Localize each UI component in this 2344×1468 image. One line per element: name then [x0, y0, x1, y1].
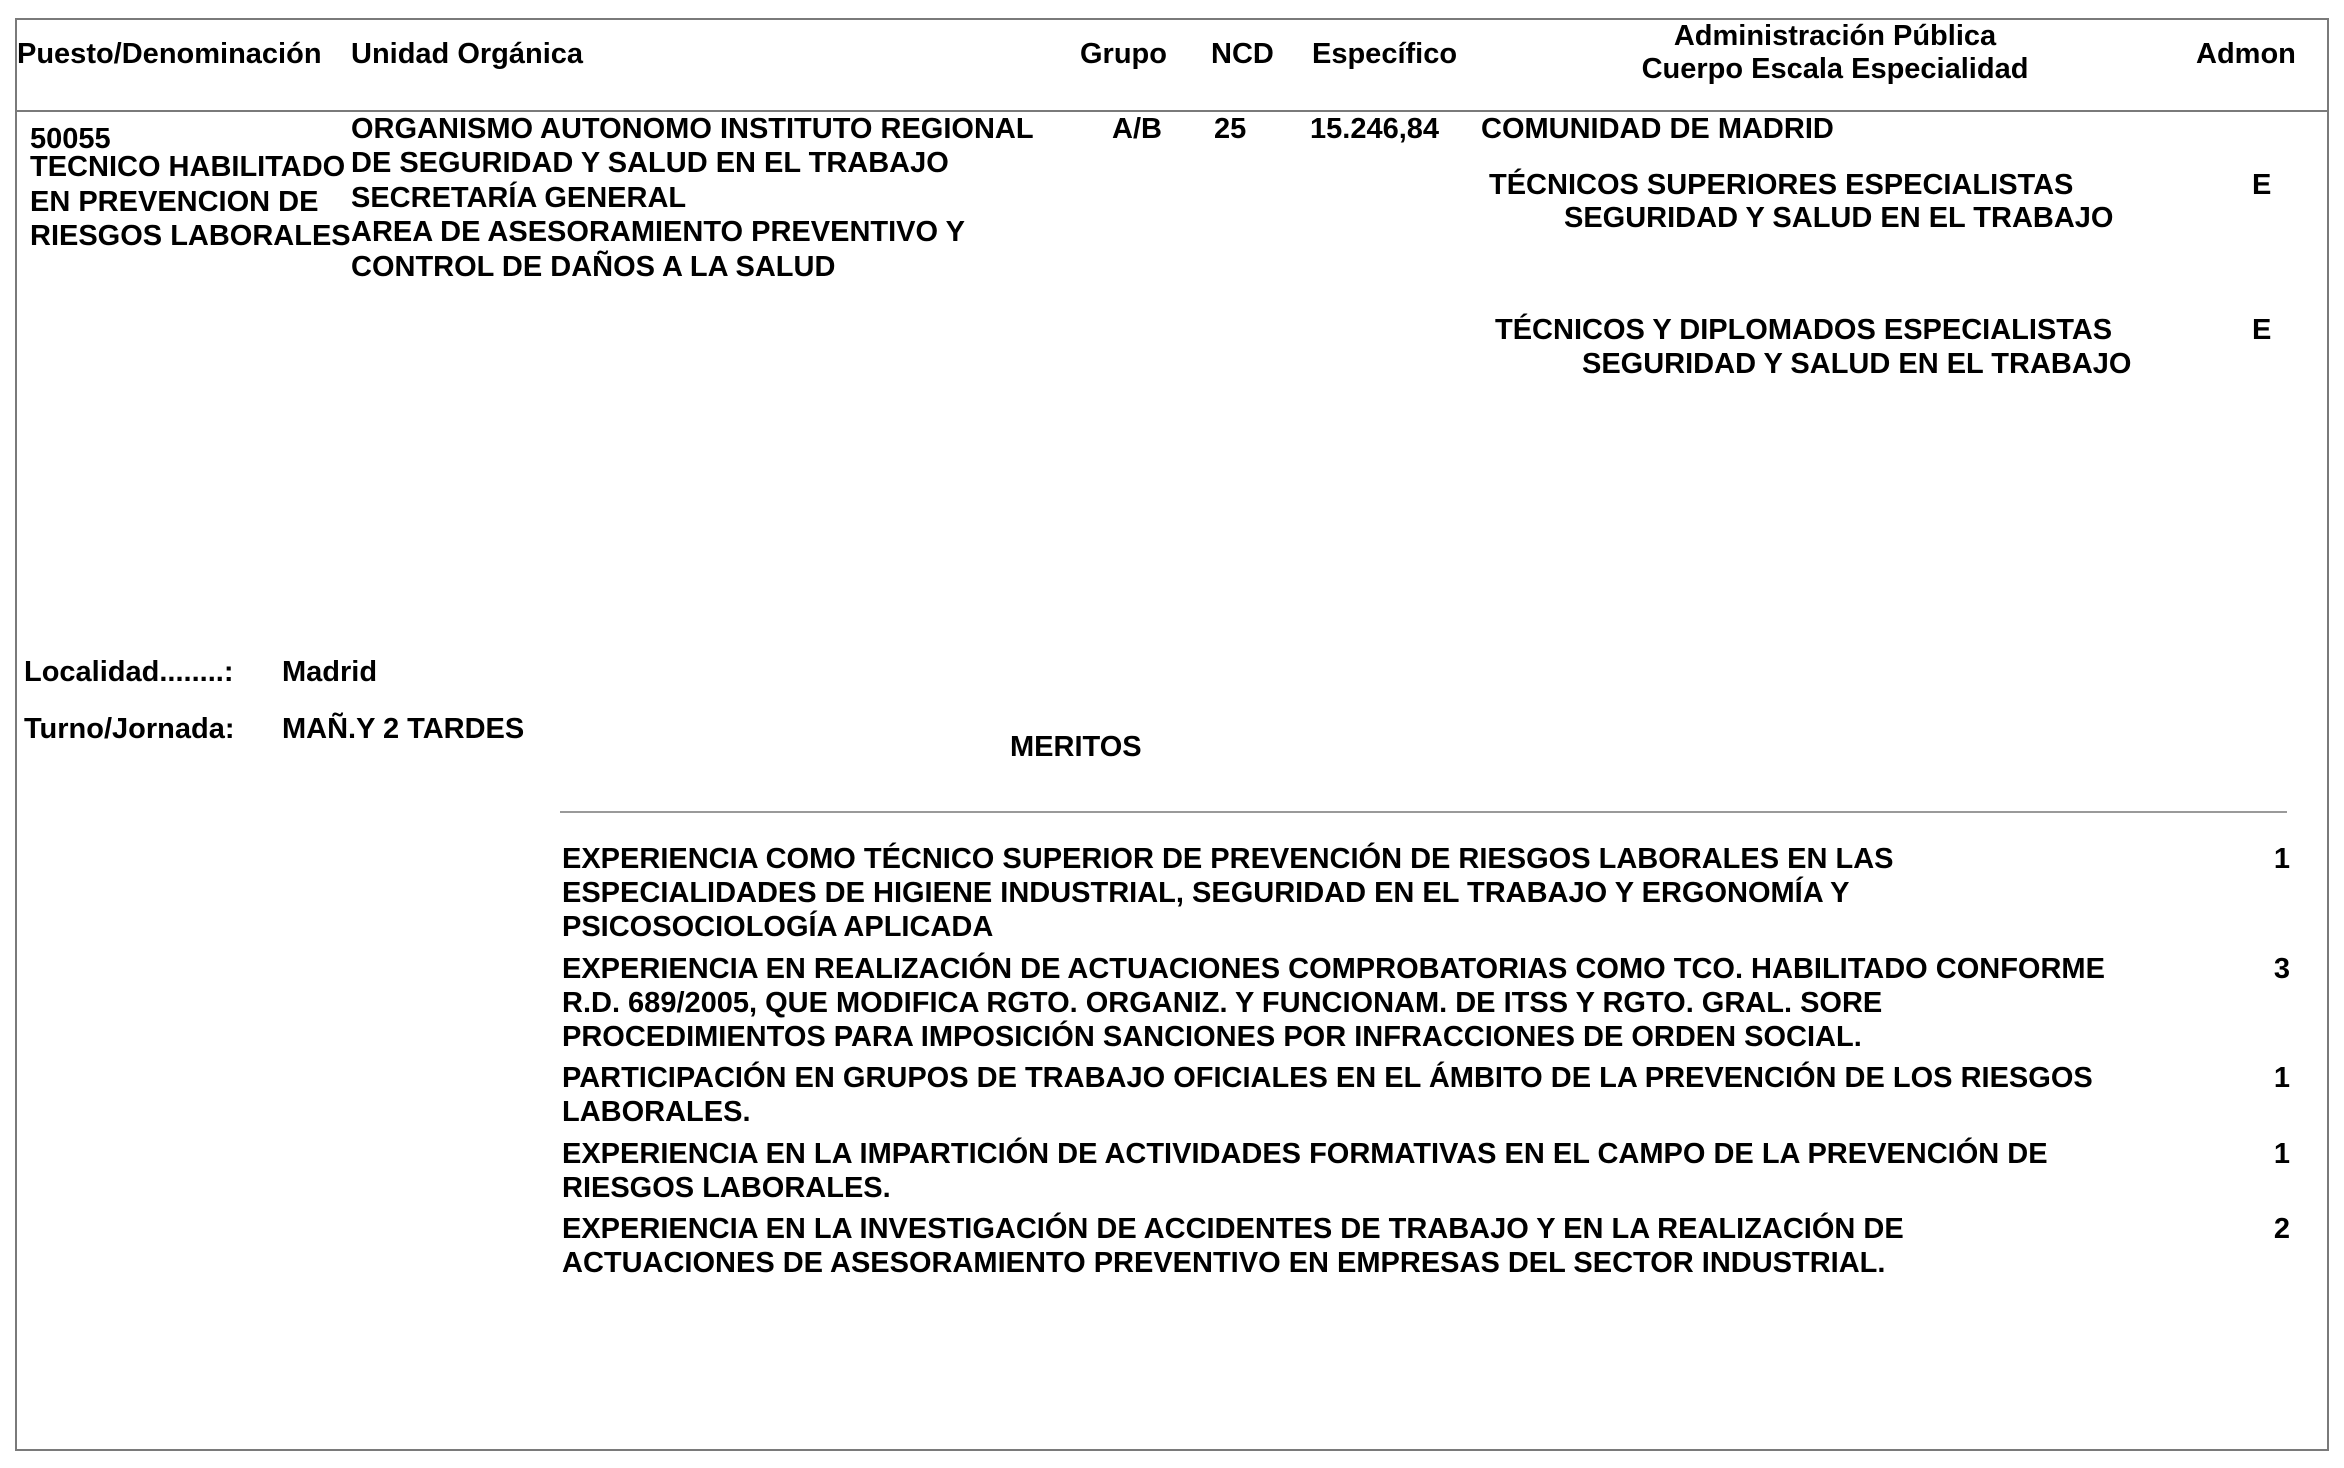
header-admon: Admon — [2196, 38, 2296, 70]
unidad-line: AREA DE ASESORAMIENTO PREVENTIVO Y — [351, 216, 965, 248]
header-cuerpo-escala: Cuerpo Escala Especialidad — [1641, 53, 2029, 85]
puesto-name-line: EN PREVENCION DE — [30, 186, 319, 218]
merito-text: EXPERIENCIA COMO TÉCNICO SUPERIOR DE PREVENCIÓN DE RIESGOS LABORALES EN LAS ESPECIALIDADES DE HIGIENE INDUSTRIAL, SEGURIDAD EN EL TRABAJO Y ERGONOMÍA Y PSICOSOCIOLOGÍA APLICADA — [562, 843, 1894, 943]
header-unidad: Unidad Orgánica — [351, 38, 584, 70]
merito-row — [562, 952, 2302, 1054]
ncd-value: 25 — [1214, 113, 1247, 145]
localidad-value: Madrid — [282, 656, 378, 688]
unidad-line: SECRETARÍA GENERAL — [351, 182, 687, 214]
meritos-title: MERITOS — [1010, 731, 1142, 763]
administracion-value: COMUNIDAD DE MADRID — [1481, 113, 1834, 145]
header-grupo: Grupo — [1080, 38, 1167, 70]
merito-text: EXPERIENCIA EN REALIZACIÓN DE ACTUACIONES COMPROBATORIAS COMO TCO. HABILITADO CONFORME R.D. 689/2005, QUE MODIFICA RGTO. ORGANIZ. Y FUNCIONAM. DE ITSS Y RGTO. GRAL. SORE PROCEDIMIENTOS PARA IMPOSICIÓN SANCIONES POR INFRACCIONES DE ORDEN SOCIAL. — [562, 953, 2105, 1053]
merito-score: 1 — [2273, 1138, 2291, 1170]
unidad-line: DE SEGURIDAD Y SALUD EN EL TRABAJO — [351, 147, 949, 179]
turno-label: Turno/Jornada: — [24, 713, 235, 745]
cuerpo-especialidad: SEGURIDAD Y SALUD EN EL TRABAJO — [1582, 348, 2132, 380]
unidad-line: CONTROL DE DAÑOS A LA SALUD — [351, 251, 836, 283]
cuerpo-especialidad: SEGURIDAD Y SALUD EN EL TRABAJO — [1564, 202, 2114, 234]
cuerpo-admon: E — [2252, 314, 2272, 346]
puesto-code: 50055 — [30, 123, 111, 155]
header-especifico: Específico — [1312, 38, 1458, 70]
merito-text: EXPERIENCIA EN LA IMPARTICIÓN DE ACTIVIDADES FORMATIVAS EN EL CAMPO DE LA PREVENCIÓN DE RIESGOS LABORALES. — [562, 1138, 2048, 1204]
merito-text: PARTICIPACIÓN EN GRUPOS DE TRABAJO OFICIALES EN EL ÁMBITO DE LA PREVENCIÓN DE LOS RIESGOS LABORALES. — [562, 1062, 2093, 1128]
grupo-value: A/B — [1112, 113, 1162, 145]
localidad-label: Localidad........: — [24, 656, 234, 688]
cuerpo-name: TÉCNICOS SUPERIORES ESPECIALISTAS — [1489, 169, 2074, 201]
merito-text: EXPERIENCIA EN LA INVESTIGACIÓN DE ACCIDENTES DE TRABAJO Y EN LA REALIZACIÓN DE ACTUACIONES DE ASESORAMIENTO PREVENTIVO EN EMPRESAS DEL SECTOR INDUSTRIAL. — [562, 1213, 1904, 1279]
cuerpo-admon: E — [2252, 169, 2272, 201]
merito-score: 3 — [2273, 953, 2291, 985]
merito-row — [562, 1061, 2302, 1129]
header-puesto: Puesto/Denominación — [17, 38, 322, 70]
merito-score: 1 — [2273, 1062, 2291, 1094]
cuerpo-name: TÉCNICOS Y DIPLOMADOS ESPECIALISTAS — [1495, 314, 2113, 346]
merito-score: 2 — [2273, 1213, 2291, 1245]
merito-row — [562, 1137, 2302, 1205]
merito-row — [562, 842, 2302, 944]
puesto-name-line: RIESGOS LABORALES — [30, 220, 351, 252]
merito-row — [562, 1212, 2302, 1280]
meritos-divider — [560, 811, 2287, 813]
merito-score: 1 — [2273, 843, 2291, 875]
turno-value: MAÑ.Y 2 TARDES — [282, 713, 525, 745]
header-administracion: Administración Pública — [1673, 20, 1997, 52]
unidad-line: ORGANISMO AUTONOMO INSTITUTO REGIONAL — [351, 113, 1034, 145]
puesto-name-line: TECNICO HABILITADO — [30, 151, 346, 183]
header-ncd: NCD — [1211, 38, 1274, 70]
especifico-value: 15.246,84 — [1310, 113, 1440, 145]
